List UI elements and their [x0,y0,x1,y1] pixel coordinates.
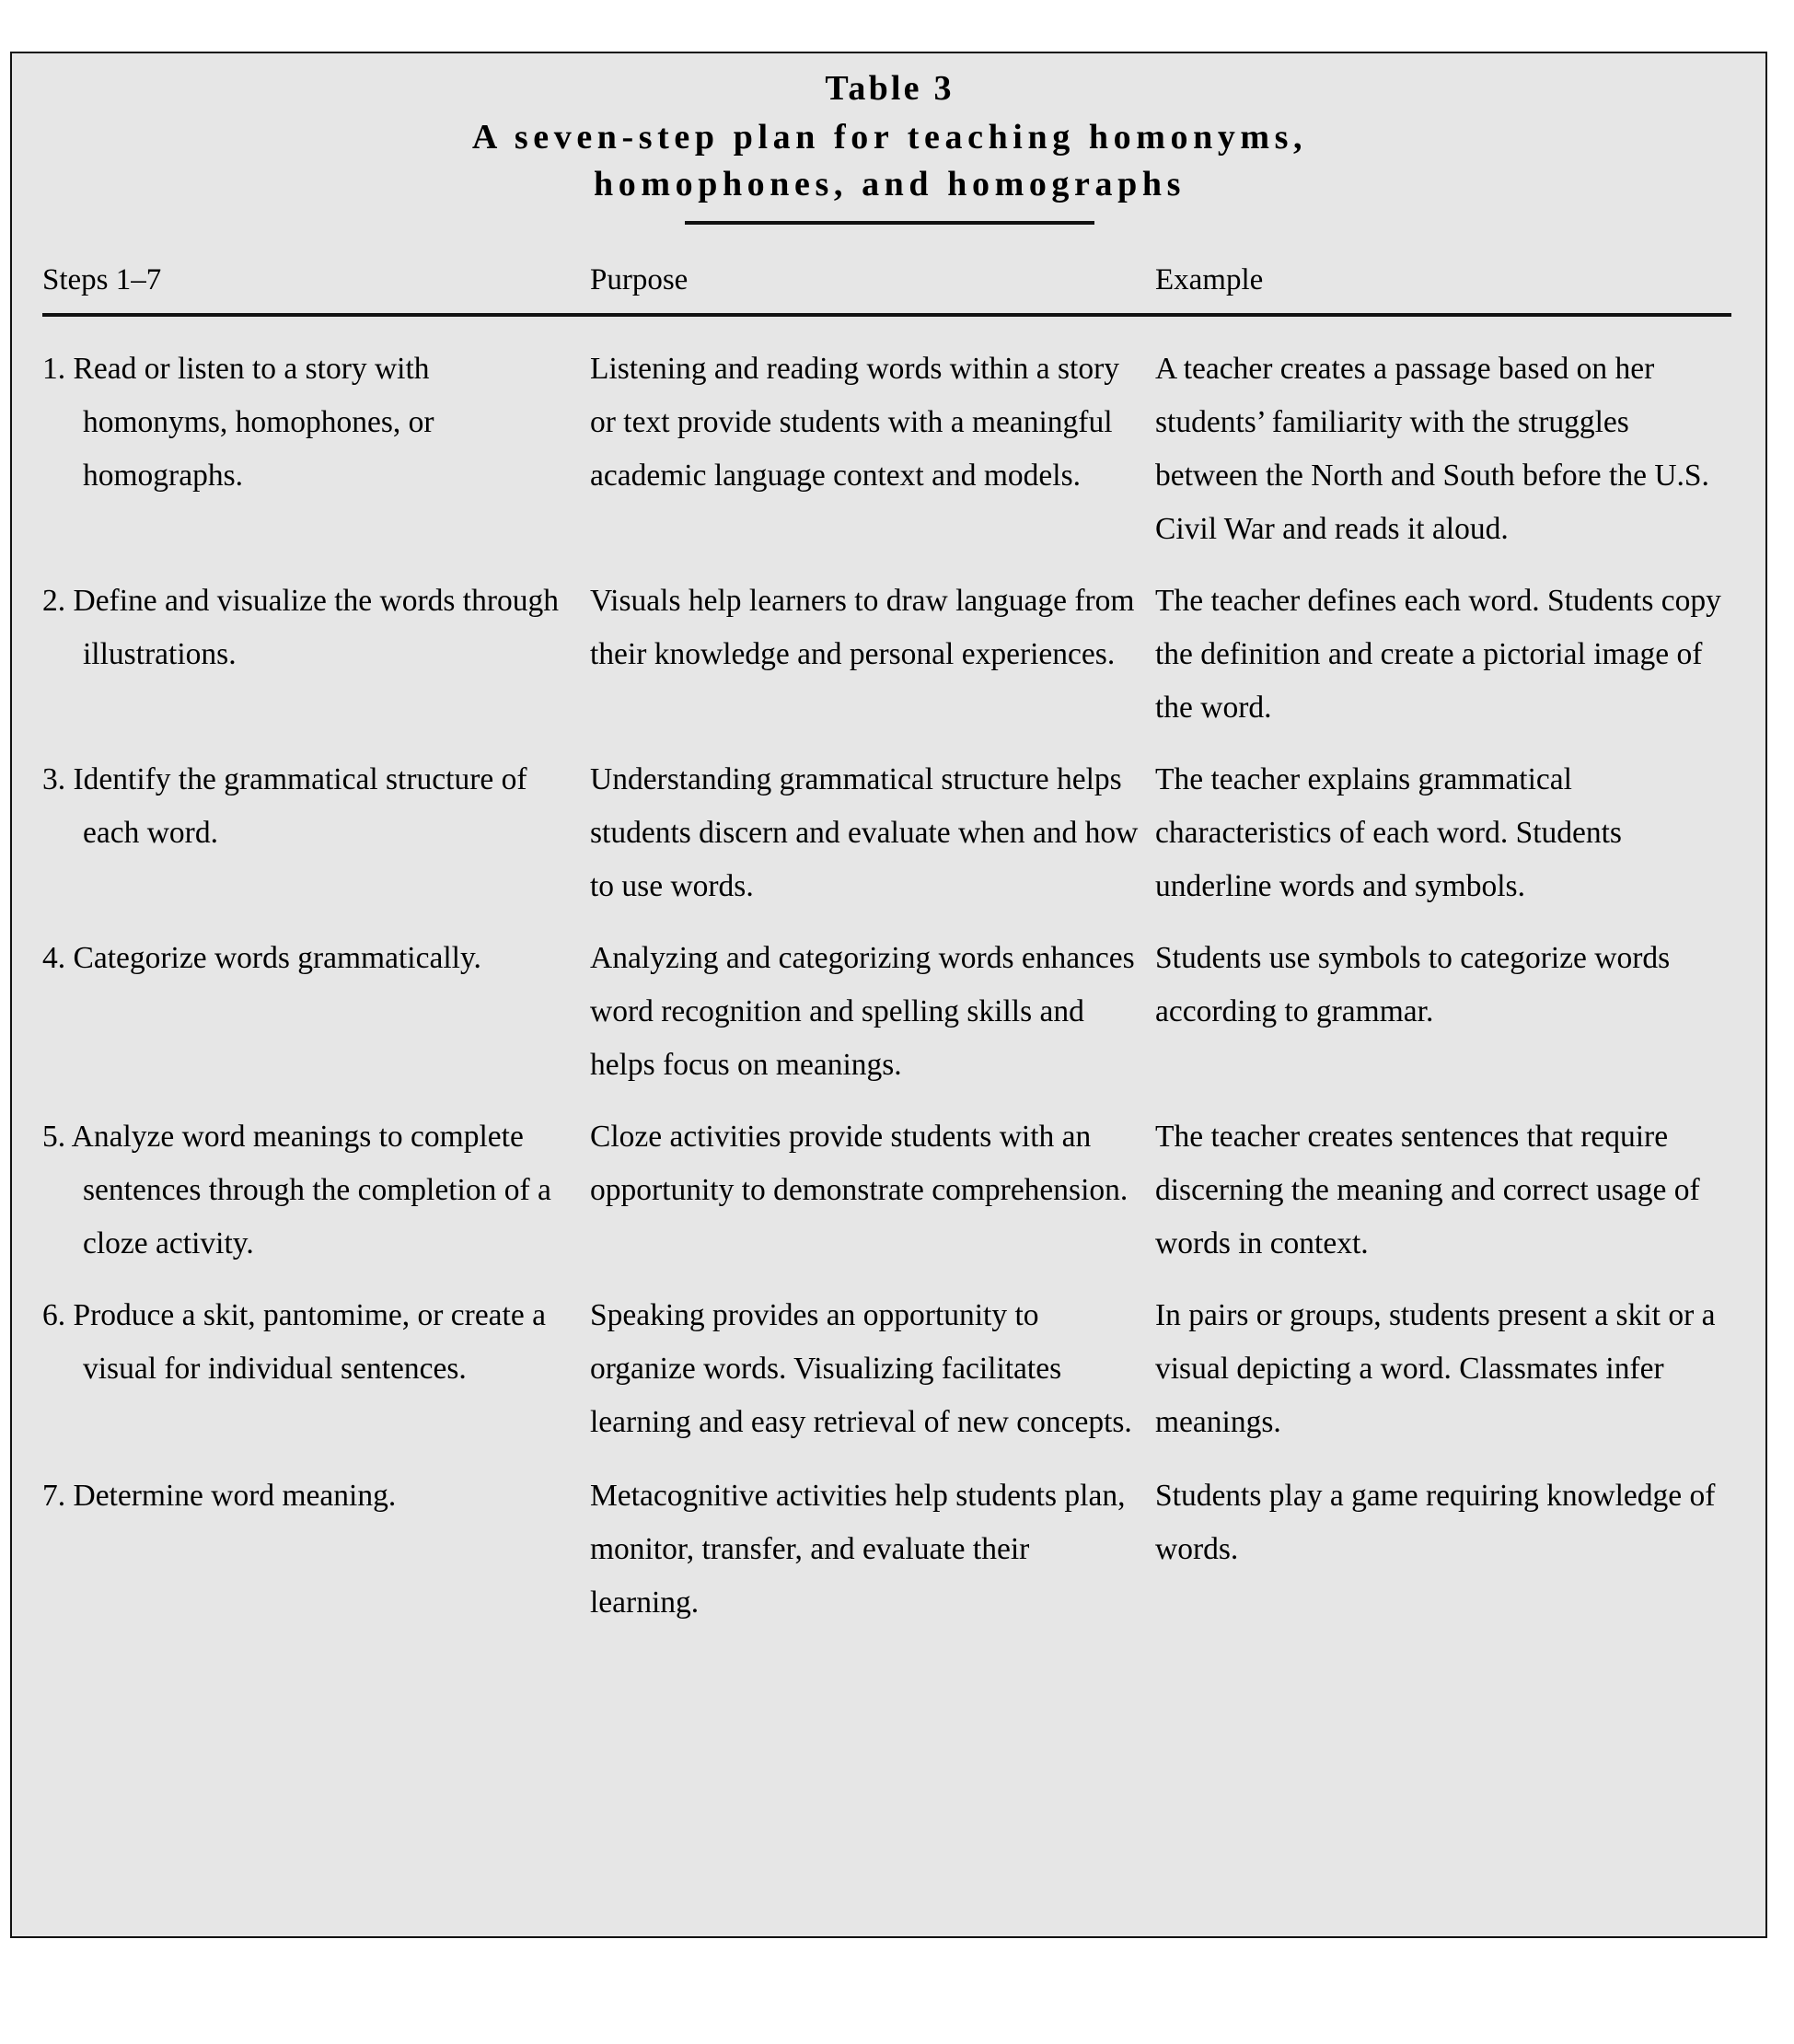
table-cell-step [42,575,590,681]
example-text: Students use symbols to categorize words according to grammar. [1155,941,1671,1028]
table-cell-purpose [590,1289,1155,1449]
column-header-example-label: Example [1155,263,1264,296]
table-cell-example [1155,343,1737,556]
purpose-text: Cloze activities provide students with an opportunity to demonstrate comprehension. [590,1120,1128,1207]
table-row [42,1092,1737,1271]
table-cell-example [1155,1289,1737,1449]
table-cell-example [1155,753,1737,913]
table-row [42,1271,1737,1449]
table-cell-step [42,1110,590,1271]
table-row [42,326,1737,556]
example-text: In pairs or groups, students present a skit or a visual depicting a word. Classmates infer meanings. [1155,1298,1716,1439]
table-title-block [42,53,1737,208]
table-figure-container [10,52,1767,1938]
table-cell-purpose [590,343,1155,503]
table-cell-step [42,343,590,503]
example-text: The teacher creates sentences that require discerning the meaning and correct usage of words in context. [1155,1120,1700,1260]
table-row [42,735,1737,913]
table-row [42,1449,1737,1630]
title-divider-wrap [42,208,1737,243]
table-header-row [42,260,1737,313]
example-text: The teacher explains grammatical characteristics of each word. Students underline words and symbols. [1155,762,1622,903]
table-title-line-1: A seven-step plan for teaching homonyms, [471,118,1308,157]
step-text: 3. Identify the grammatical structure of each word. [42,762,527,850]
table-cell-step [42,753,590,860]
example-text: The teacher defines each word. Students copy the definition and create a pictorial image of the word. [1155,584,1721,725]
table-cell-example [1155,1469,1737,1576]
table-cell-purpose [590,575,1155,681]
example-text: Students play a game requiring knowledge of words. [1155,1479,1716,1566]
step-text: 6. Produce a skit, pantomime, or create a visual for individual sentences. [42,1298,546,1386]
column-header-steps-label: Steps 1–7 [42,263,162,296]
purpose-text: Listening and reading words within a story or text provide students with a meaningful academic language context and models. [590,352,1119,493]
table-cell-step [42,932,590,985]
table-inner [42,53,1737,1630]
table-row [42,556,1737,735]
column-header-purpose [590,260,1155,300]
column-header-purpose-label: Purpose [590,263,689,296]
column-header-steps [42,260,590,300]
step-text: 2. Define and visualize the words through illustrations. [42,584,559,671]
title-divider-rule [685,221,1094,225]
table-grid [42,260,1737,1630]
table-cell-example [1155,1110,1737,1271]
purpose-text: Metacognitive activities help students plan, monitor, transfer, and evaluate their learning. [590,1479,1126,1620]
table-cell-example [1155,575,1737,735]
step-text: 5. Analyze word meanings to complete sentences through the completion of a cloze activity. [42,1120,551,1260]
step-text: 1. Read or listen to a story with homonyms, homophones, or homographs. [42,352,434,493]
table-number-label: Table 3 [825,69,955,108]
table-cell-purpose [590,1469,1155,1630]
column-header-example [1155,260,1737,300]
table-cell-purpose [590,1110,1155,1217]
step-text: 4. Categorize words grammatically. [42,941,481,975]
purpose-text: Understanding grammatical structure helps students discern and evaluate when and how to use words. [590,762,1139,903]
purpose-text: Analyzing and categorizing words enhances word recognition and spelling skills and helps focus on meanings. [590,941,1135,1082]
table-cell-step [42,1469,590,1523]
header-divider-rule [42,313,1731,317]
step-text: 7. Determine word meaning. [42,1479,397,1513]
table-cell-example [1155,932,1737,1039]
purpose-text: Speaking provides an opportunity to organize words. Visualizing facilitates learning and easy retrieval of new concepts. [590,1298,1132,1439]
table-cell-purpose [590,932,1155,1092]
purpose-text: Visuals help learners to draw language from their knowledge and personal experiences. [590,584,1135,671]
table-cell-purpose [590,753,1155,913]
table-title-line-2: homophones, and homographs [594,165,1186,203]
table-cell-step [42,1289,590,1396]
table-row [42,913,1737,1092]
example-text: A teacher creates a passage based on her students’ familiarity with the struggles between the North and South before the U.S. Civil War and reads it aloud. [1155,352,1709,546]
